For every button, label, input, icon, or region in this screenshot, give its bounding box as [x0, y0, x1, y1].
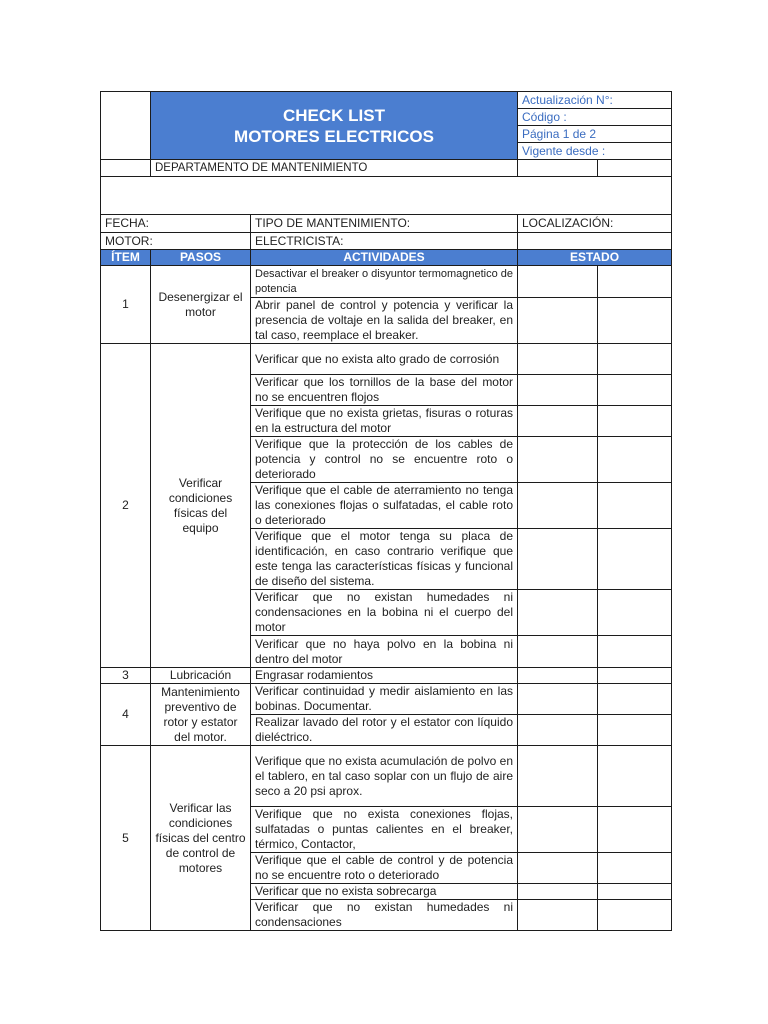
empty-cell [518, 160, 598, 177]
col-header-steps: PASOS [151, 250, 251, 266]
status-cell[interactable] [518, 590, 598, 636]
status-cell[interactable] [598, 298, 672, 344]
status-cell[interactable] [518, 684, 598, 715]
status-cell[interactable] [598, 668, 672, 684]
status-cell[interactable] [518, 884, 598, 900]
item-number: 4 [101, 684, 151, 746]
status-cell[interactable] [598, 375, 672, 406]
status-cell[interactable] [518, 437, 598, 483]
activity-text: Verifique que no exista grietas, fisuras o roturas en la estructura del motor [251, 406, 518, 437]
item-number: 1 [101, 266, 151, 344]
status-cell[interactable] [598, 529, 672, 590]
activity-text: Verificar continuidad y medir aislamiento en las bobinas. Documentar. [251, 684, 518, 715]
status-cell[interactable] [518, 900, 598, 931]
checklist-table [100, 91, 672, 931]
status-cell[interactable] [518, 483, 598, 529]
code-field: Código : [518, 109, 672, 126]
activity-text: Verificar que no haya polvo en la bobina ni dentro del motor [251, 636, 518, 668]
valid-from: Vigente desde : [518, 143, 672, 160]
status-cell[interactable] [598, 437, 672, 483]
location-field: LOCALIZACIÓN: [518, 215, 672, 233]
item-number: 5 [101, 746, 151, 931]
empty-cell [598, 160, 672, 177]
status-cell[interactable] [598, 884, 672, 900]
activity-text: Verifique que el cable de control y de potencia no se encuentre roto o deteriorado [251, 853, 518, 884]
table-row [101, 344, 672, 375]
activity-text: Verificar que no exista alto grado de corrosión [251, 344, 518, 375]
item-number: 2 [101, 344, 151, 668]
activity-text: Verifique que el cable de aterramiento no tenga las conexiones flojas o sulfatadas, el cable roto o deteriorado [251, 483, 518, 529]
status-cell[interactable] [598, 636, 672, 668]
maintenance-type-field: TIPO DE MANTENIMIENTO: [251, 215, 518, 233]
table-row [101, 746, 672, 807]
activity-text: Verifique que la protección de los cables de potencia y control no se encuentre roto o deteriorado [251, 437, 518, 483]
title-line-1: CHECK LIST [283, 105, 385, 125]
status-cell[interactable] [598, 266, 672, 298]
title-line-2: MOTORES ELECTRICOS [234, 126, 434, 146]
motor-field: MOTOR: [101, 233, 251, 250]
status-cell[interactable] [598, 406, 672, 437]
status-cell[interactable] [518, 406, 598, 437]
status-cell[interactable] [598, 807, 672, 853]
activity-text: Verificar que no existan humedades ni condensaciones en la bobina ni el cuerpo del motor [251, 590, 518, 636]
empty-cell [101, 160, 151, 177]
table-row [101, 684, 672, 715]
logo-placeholder [101, 92, 151, 160]
document-title [151, 92, 518, 160]
spacer-row [101, 177, 672, 215]
activity-text: Engrasar rodamientos [251, 668, 518, 684]
step-label: Desenergizar el motor [151, 266, 251, 344]
status-cell[interactable] [598, 344, 672, 375]
col-header-activities: ACTIVIDADES [251, 250, 518, 266]
status-cell[interactable] [598, 900, 672, 931]
activity-text: Verificar que los tornillos de la base del motor no se encuentren flojos [251, 375, 518, 406]
status-cell[interactable] [518, 668, 598, 684]
empty-cell [518, 233, 672, 250]
step-label: Mantenimiento preventivo de rotor y estator del motor. [151, 684, 251, 746]
status-cell[interactable] [518, 746, 598, 807]
status-cell[interactable] [518, 344, 598, 375]
step-label: Verificar condiciones físicas del equipo [151, 344, 251, 668]
col-header-item: ÍTEM [101, 250, 151, 266]
col-header-status: ESTADO [518, 250, 672, 266]
status-cell[interactable] [598, 746, 672, 807]
activity-text: Verifique que el motor tenga su placa de identificación, en caso contrario verifique que este tenga las características físicas y funcional de diseño del sistema. [251, 529, 518, 590]
status-cell[interactable] [598, 715, 672, 746]
status-cell[interactable] [518, 375, 598, 406]
date-field: FECHA: [101, 215, 251, 233]
status-cell[interactable] [518, 807, 598, 853]
status-cell[interactable] [518, 298, 598, 344]
department-label: DEPARTAMENTO DE MANTENIMIENTO [151, 160, 518, 177]
step-label: Verificar las condiciones físicas del centro de control de motores [151, 746, 251, 931]
status-cell[interactable] [518, 636, 598, 668]
status-cell[interactable] [598, 684, 672, 715]
activity-text: Verificar que no exista sobrecarga [251, 884, 518, 900]
electrician-field: ELECTRICISTA: [251, 233, 518, 250]
step-label: Lubricación [151, 668, 251, 684]
activity-text: Verificar que no existan humedades ni condensaciones [251, 900, 518, 931]
update-number: Actualización N°: [518, 92, 672, 109]
table-row [101, 668, 672, 684]
status-cell[interactable] [518, 529, 598, 590]
status-cell[interactable] [598, 483, 672, 529]
item-number: 3 [101, 668, 151, 684]
activity-text: Realizar lavado del rotor y el estator con líquido dieléctrico. [251, 715, 518, 746]
status-cell[interactable] [598, 853, 672, 884]
table-row [101, 266, 672, 298]
page-number: Página 1 de 2 [518, 126, 672, 143]
status-cell[interactable] [598, 590, 672, 636]
status-cell[interactable] [518, 853, 598, 884]
activity-text: Verifique que no exista acumulación de polvo en el tablero, en tal caso soplar con un flujo de aire seco a 20 psi aprox. [251, 746, 518, 807]
status-cell[interactable] [518, 266, 598, 298]
status-cell[interactable] [518, 715, 598, 746]
activity-text: Abrir panel de control y potencia y verificar la presencia de voltaje en la salida del breaker, en tal caso, reemplace el breaker. [251, 298, 518, 344]
activity-text: Verifique que no exista conexiones flojas, sulfatadas o puntas calientes en el breaker, térmico, Contactor, [251, 807, 518, 853]
activity-text: Desactivar el breaker o disyuntor termomagnetico de potencia [251, 266, 518, 298]
